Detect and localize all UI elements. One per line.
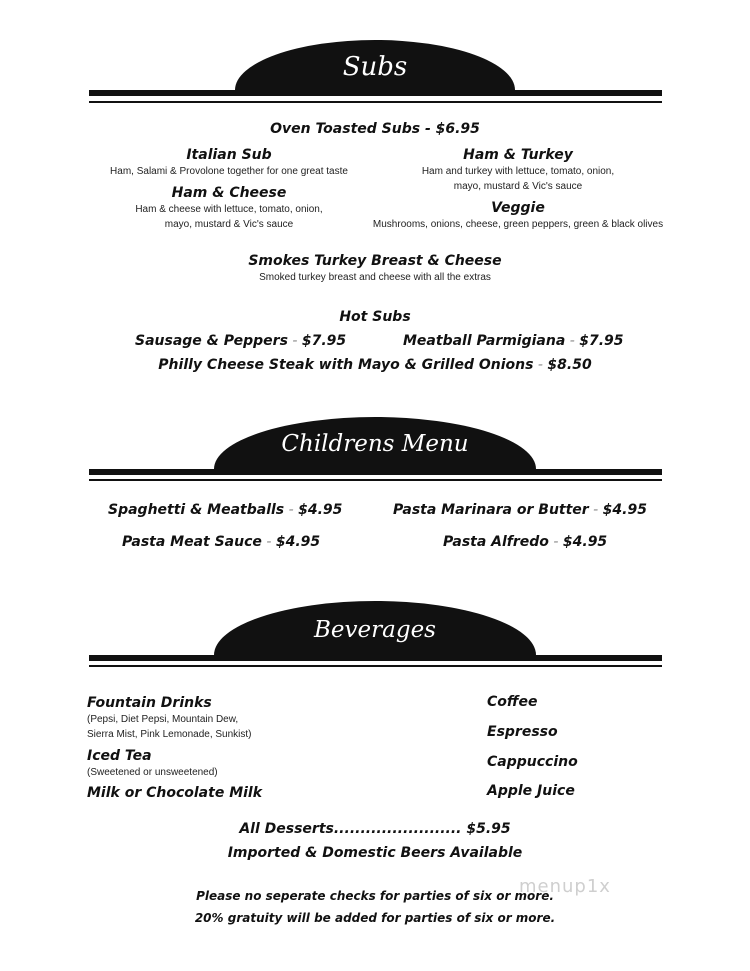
banner-rule-thin <box>89 479 662 481</box>
subs-banner <box>0 40 750 106</box>
spaghetti-name: Spaghetti & Meatballs <box>108 502 285 518</box>
sausage-peppers-name: Sausage & Peppers <box>135 333 288 349</box>
italian-sub-item <box>89 146 369 179</box>
veggie-item <box>368 199 668 232</box>
ham-turkey-desc-2: mayo, mustard & Vic's sauce <box>453 181 583 192</box>
iced-tea-desc: (Sweetened or unsweetened) <box>87 767 218 778</box>
spaghetti-item <box>108 502 342 518</box>
spaghetti-price: $4.95 <box>298 502 343 518</box>
alfredo-name: Pasta Alfredo <box>443 534 549 550</box>
subs-banner-dome <box>235 40 515 90</box>
subs-subtitle: Oven Toasted Subs - $6.95 <box>270 121 480 137</box>
childrens-banner <box>0 417 750 481</box>
beverages-banner <box>0 601 750 669</box>
spaghetti-dash: - <box>284 502 299 518</box>
veggie-desc: Mushrooms, onions, cheese, green peppers, green & black olives <box>372 219 664 230</box>
banner-rule-thin <box>89 665 662 667</box>
meat-sauce-item <box>122 534 320 550</box>
banner-rule-thin <box>89 101 662 103</box>
subs-heading: Subs <box>342 52 408 82</box>
smoked-turkey-desc: Smoked turkey breast and cheese with all the extras <box>259 272 491 283</box>
meatball-parm-dash: - <box>565 333 580 349</box>
fountain-drinks-item <box>87 694 252 742</box>
hot-subs-title: Hot Subs <box>339 309 411 325</box>
fountain-drinks-desc-2: Sierra Mist, Pink Lemonade, Sunkist) <box>87 729 252 740</box>
ham-turkey-item <box>368 146 668 194</box>
banner-rule <box>89 90 662 96</box>
banner-rule <box>89 655 662 661</box>
iced-tea-item <box>87 747 218 780</box>
philly-dash: - <box>533 357 548 373</box>
italian-sub-desc: Ham, Salami & Provolone together for one great taste <box>110 166 348 177</box>
iced-tea-name: Iced Tea <box>87 748 152 764</box>
banner-rule <box>89 469 662 475</box>
beverages-heading: Beverages <box>314 617 436 643</box>
ham-cheese-item <box>89 184 369 232</box>
coffee-item: Coffee <box>487 694 538 710</box>
policy-note-2: 20% gratuity will be added for parties of six or more. <box>194 911 556 925</box>
marinara-price: $4.95 <box>602 502 647 518</box>
alfredo-price: $4.95 <box>562 534 608 550</box>
veggie-name: Veggie <box>491 200 545 216</box>
philly-name: Philly Cheese Steak with Mayo & Grilled Onions <box>158 357 534 373</box>
meat-sauce-price: $4.95 <box>275 534 321 550</box>
meat-sauce-dash: - <box>261 534 276 550</box>
sausage-peppers-item <box>135 333 346 349</box>
apple-juice-item: Apple Juice <box>487 783 575 799</box>
italian-sub-name: Italian Sub <box>186 147 272 163</box>
childrens-banner-dome <box>214 417 536 469</box>
smoked-turkey-item <box>0 252 750 285</box>
marinara-name: Pasta Marinara or Butter <box>393 502 589 518</box>
cappuccino-item: Cappuccino <box>487 754 578 770</box>
desserts-line: All Desserts........................ $5.95 <box>239 821 511 837</box>
childrens-heading: Childrens Menu <box>281 431 469 457</box>
milk-item: Milk or Chocolate Milk <box>87 785 263 801</box>
sausage-peppers-price: $7.95 <box>301 333 347 349</box>
meatball-parm-price: $7.95 <box>579 333 624 349</box>
fountain-drinks-desc-1: (Pepsi, Diet Pepsi, Mountain Dew, <box>87 714 239 725</box>
alfredo-item <box>443 534 607 550</box>
ham-cheese-desc-2: mayo, mustard & Vic's sauce <box>164 219 294 230</box>
beers-line: Imported & Domestic Beers Available <box>227 845 523 861</box>
marinara-item <box>393 502 647 518</box>
alfredo-dash: - <box>548 534 563 550</box>
philly-item <box>0 357 750 373</box>
sausage-peppers-dash: - <box>287 333 302 349</box>
smoked-turkey-name: Smokes Turkey Breast & Cheese <box>248 253 502 269</box>
ham-cheese-name: Ham & Cheese <box>171 185 287 201</box>
meatball-parm-item <box>403 333 624 349</box>
beverages-banner-dome <box>214 601 536 655</box>
espresso-item: Espresso <box>487 724 558 740</box>
fountain-drinks-name: Fountain Drinks <box>87 695 212 711</box>
ham-cheese-desc-1: Ham & cheese with lettuce, tomato, onion, <box>135 204 323 215</box>
meat-sauce-name: Pasta Meat Sauce <box>122 534 262 550</box>
policy-note-1: Please no seperate checks for parties of six or more. <box>196 889 554 903</box>
philly-price: $8.50 <box>547 357 592 373</box>
ham-turkey-desc-1: Ham and turkey with lettuce, tomato, onion, <box>421 166 615 177</box>
watermark: menup1x <box>519 876 611 897</box>
meatball-parm-name: Meatball Parmigiana <box>403 333 566 349</box>
marinara-dash: - <box>588 502 603 518</box>
ham-turkey-name: Ham & Turkey <box>463 147 573 163</box>
